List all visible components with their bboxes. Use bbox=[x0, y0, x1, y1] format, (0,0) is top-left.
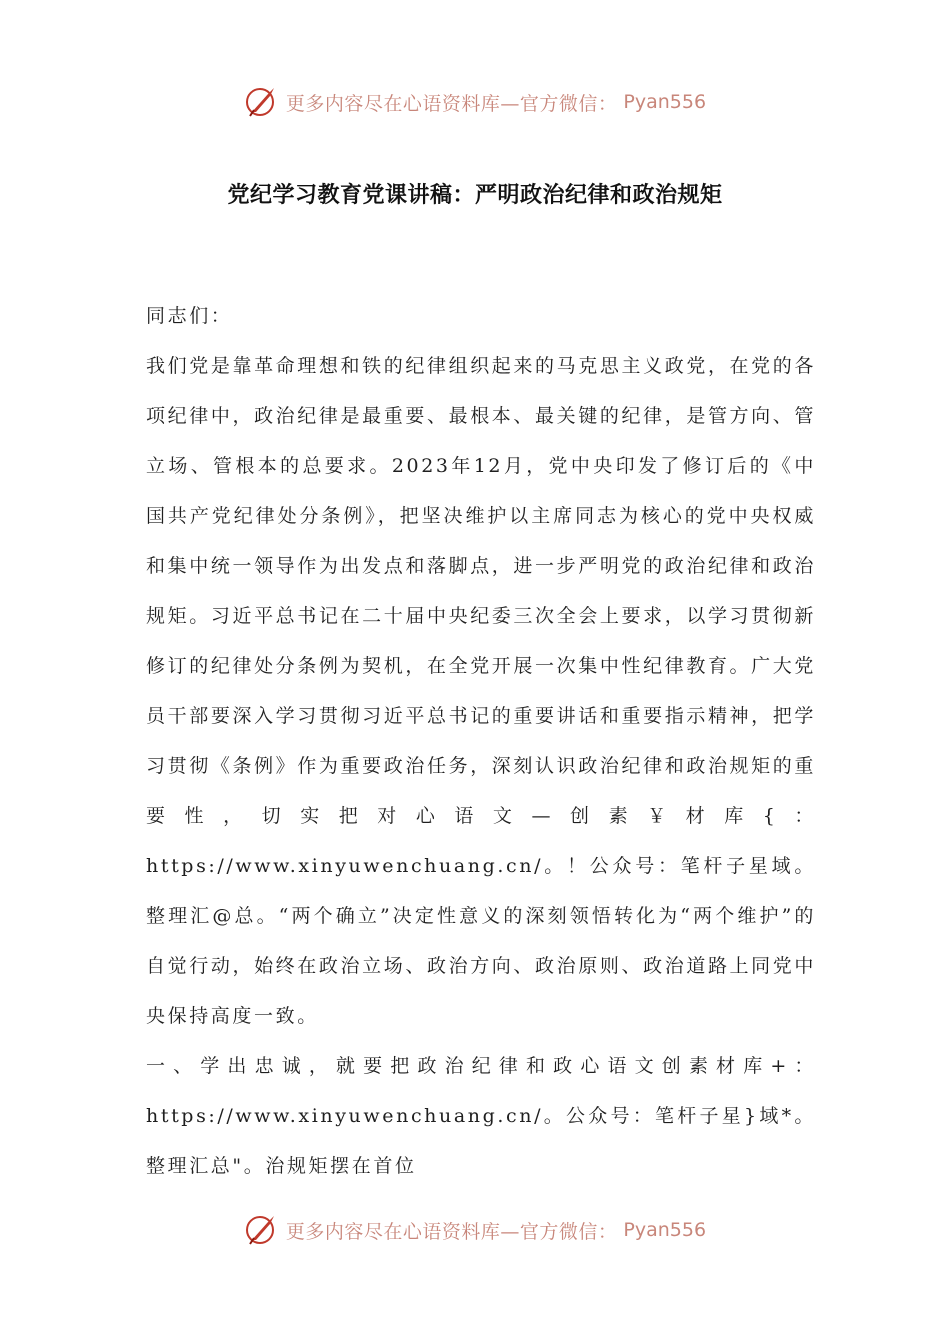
wechat-id: Pyan556 bbox=[623, 1219, 707, 1241]
quill-pen-logo-icon bbox=[244, 84, 280, 120]
watermark-text: 更多内容尽在心语资料库—官方微信： bbox=[285, 92, 618, 115]
body-paragraph-2: 一、学出忠诚，就要把政治纪律和政心语文创素材库+：https://www.xinyuwenchuang.cn/。公众号：笔杆子星}域*。整理汇总"。治规矩摆在首位 bbox=[146, 1055, 816, 1177]
footer-watermark bbox=[0, 1206, 950, 1254]
quill-pen-logo-icon bbox=[244, 1212, 280, 1248]
header-watermark bbox=[0, 78, 950, 126]
salutation: 同志们： bbox=[146, 305, 233, 327]
body-paragraph-1: 我们党是靠革命理想和铁的纪律组织起来的马克思主义政党，在党的各项纪律中，政治纪律是最重要、最根本、最关键的纪律，是管方向、管立场、管根本的总要求。2023年12月，党中央印发了修订后的《中国共产党纪律处分条例》，把坚决维护以主席同志为核心的党中央权威和集中统一领导作为出发点和落脚点，进一步严明党的政治纪律和政治规矩。习近平总书记在二十届中央纪委三次全会上要求，以学习贯彻新修订的纪律处分条例为契机，在全党开展一次集中性纪律教育。广大党员干部要深入学习贯彻习近平总书记的重要讲话和重要指示精神，把学习贯彻《条例》作为重要政治任务，深刻认识政治纪律和政治规矩的重要性，切实把对心语文—创素￥材库{：https://www.xinyuwenchuang.cn/。！公众号：笔杆子星域。整理汇@总。“两个确立”决定性意义的深刻领悟转化为“两个维护”的自觉行动，始终在政治立场、政治方向、政治原则、政治道路上同党中央保持高度一致。 bbox=[146, 355, 816, 1027]
wechat-id: Pyan556 bbox=[623, 91, 707, 113]
page-title: 党纪学习教育党课讲稿：严明政治纪律和政治规矩 bbox=[227, 182, 723, 208]
document-body bbox=[146, 291, 816, 1191]
watermark-text: 更多内容尽在心语资料库—官方微信： bbox=[285, 1220, 618, 1243]
